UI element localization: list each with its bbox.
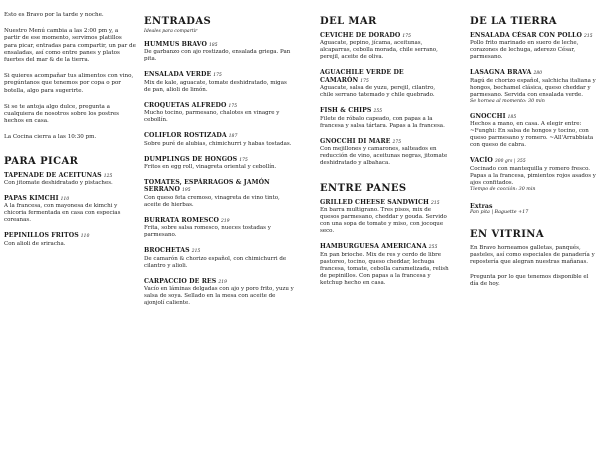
menu-item (144, 132, 294, 147)
item-name: COLIFLOR ROSTIZADA (144, 132, 227, 140)
column-1 (4, 12, 136, 256)
item-name: HAMBURGUESA AMERICANA (320, 243, 427, 251)
item-name: PAPAS KIMCHI (4, 195, 59, 203)
item-desc: Sobre puré de alubias, chimichurri y habas tostadas. (144, 140, 292, 147)
menu-item (320, 138, 450, 167)
column-4 (470, 16, 596, 288)
menu-item (470, 113, 596, 149)
menu-item (320, 199, 450, 235)
menu-item (144, 179, 294, 209)
section-subtitle: Ideales para compartir (144, 29, 198, 34)
item-desc: De garbanzo con ajo rostizado, ensalada griega. Pan pita. (144, 49, 291, 63)
item-desc: Aguacate, salsa de yuzu, perejil, cilantro, chile serrano tatemado y chile quebrado. (320, 85, 436, 99)
menu-item (470, 69, 596, 105)
menu-item (4, 232, 136, 247)
menu-item (144, 247, 294, 269)
section-en-vitrina (470, 229, 596, 288)
item-name: CROQUETAS ALFREDO (144, 101, 227, 109)
item-price: 110 (60, 197, 70, 203)
item-desc: Ragú de chorizo español, salchicha italiana y hongos, bechamel clásica, queso cheddar y parmesano. Servida con ensalada verde. (470, 77, 596, 98)
menu-item (320, 243, 450, 286)
item-desc: Con alioli de sriracha. (4, 240, 66, 247)
vitrina-paragraph: En Bravo horneamos galletas, panqués, pasteles, así como especiales de panadería y repostería que alegran nuestras mañanas. (470, 244, 595, 265)
menu-item (144, 71, 294, 93)
menu-item (320, 107, 450, 129)
section-title: ENTRADAS (144, 16, 212, 27)
item-price: 175 (402, 34, 412, 39)
item-desc: Pollo frito marinado en suero de leche, corazones de lechuga, aderezo César, parmesano. (470, 40, 579, 61)
item-desc: Con jitomate deshidratado y pistaches. (4, 180, 113, 187)
item-price: 185 (507, 115, 517, 121)
menu-item (144, 102, 294, 124)
item-note: Se hornea al momento: 30 min (470, 98, 545, 104)
item-desc: Cocinado con mantequilla y romero fresco. Papas a la francesa, pimientos rojos asados y ajos confitados. (470, 165, 596, 186)
item-desc: En barra multigrano. Tres pisos, mix de quesos parmesano, cheddar y gouda. Servido con una sopa de tomate y miso, con jocoque seco. (320, 207, 447, 235)
item-price: 275 (392, 139, 402, 145)
item-name: TOMATES, ESPÁRRAGOS & JAMÓN SERRANO (144, 179, 270, 194)
intro-text (4, 12, 136, 142)
item-name: CEVICHE DE DORADO (320, 32, 401, 39)
menu-item (4, 195, 136, 224)
item-price: 195 (182, 188, 191, 194)
item-name: FISH & CHIPS (320, 107, 372, 115)
vitrina-paragraph: Pregunta por lo que tenemos disponible el día de hoy. (470, 273, 589, 287)
item-price: 219 (220, 218, 230, 224)
item-name: GRILLED CHEESE SANDWICH (320, 199, 430, 207)
section-title: DEL MAR (320, 16, 377, 27)
item-price: 187 (228, 134, 238, 140)
item-note: Tiempo de cocción: 30 min (470, 186, 536, 192)
column-2 (144, 16, 294, 315)
section-title: EN VITRINA (470, 228, 545, 240)
intro-paragraph: Nuestro Menú cambia a las 2:00 pm y, a partir de ese momento, servimos platillos para picar, entradas para compartir, un par de ensaladas, así como entre panes y platos fuertes del mar & de la tierra. (4, 28, 136, 64)
menu-item (144, 278, 294, 307)
item-name: AGUACHILE VERDE DE CAMARÓN (320, 69, 404, 84)
item-price: 215 (583, 34, 593, 39)
item-name: CARPACCIO DE RES (144, 277, 217, 285)
section-title: DE LA TIERRA (470, 16, 557, 27)
item-desc: Aguacate, pepino, jícama, aceitunas, alcaparras, cebolla morada, chile serrano, perejil, aceite de oliva. (320, 40, 438, 61)
section-title: PARA PICAR (4, 155, 79, 167)
section-para-picar (4, 156, 136, 248)
item-price: 300 grs | 355 (494, 159, 526, 165)
item-name: BROCHETAS (144, 247, 190, 255)
item-price: 255 (373, 109, 383, 115)
menu-item (144, 41, 294, 63)
item-desc: Filete de róbalo capeado, con papas a la francesa y salsa tártara. Papas a la francesa. (320, 115, 445, 129)
item-price: 215 (191, 249, 201, 255)
menu-item (320, 69, 450, 99)
item-price: 175 (228, 103, 238, 109)
item-price: 280 (533, 71, 543, 77)
menu-item (320, 32, 450, 61)
item-price: 175 (213, 73, 222, 79)
item-name: HUMMUS BRAVO (144, 41, 207, 48)
item-name: VACÍO (470, 157, 493, 165)
extras (470, 203, 596, 217)
item-desc: De camarón & chorizo español, con chimichurri de cilantro y alioli. (144, 255, 287, 269)
menu-item (144, 156, 294, 171)
intro-paragraph: Si quieres acompañar tus alimentos con vino, pregúntanos que tenemos por copa o por botella, algo para sugerirte. (4, 73, 134, 94)
item-price: 175 (360, 78, 369, 84)
menu-item (470, 32, 596, 61)
item-price: 219 (218, 279, 228, 285)
item-price: 215 (431, 201, 440, 207)
item-name: BURRATA ROMESCO (144, 216, 219, 224)
item-name: GNOCCHI DI MARE (320, 137, 391, 145)
item-price: 110 (80, 234, 90, 240)
item-desc: Fritos en egg roll, vinagreta oriental y cebollín. (144, 164, 277, 171)
item-desc: Con queso feta cremoso, vinagreta de vino tinto, aceite de hierbas. (144, 194, 280, 208)
item-desc: Con mejillones y camarones, salteados en reducción de vino, aceitunas negras, jitomate deshidratado y albahaca. (320, 146, 448, 167)
item-desc: Mucho tocino, parmesano, chalotes en vinagre y cebollín. (144, 110, 280, 124)
column-3 (320, 16, 450, 295)
item-name: TAPENADE DE ACEITUNAS (4, 171, 102, 179)
item-name: ENSALADA VERDE (144, 71, 212, 79)
extras-note: Pan pita | Baguette +17 (470, 210, 529, 216)
item-price: 125 (103, 173, 113, 179)
menu-item (144, 217, 294, 239)
item-desc: A la francesa, con mayonesa de kimchi y chicoria fermentada en casa con especias coreanas. (4, 203, 121, 224)
intro-paragraph: La Cocina cierra a las 10:30 pm. (4, 134, 97, 141)
section-title: ENTRE PANES (320, 183, 407, 195)
item-price: 175 (239, 157, 248, 163)
item-name: ENSALADA CÉSAR CON POLLO (470, 32, 582, 39)
item-desc: Mix de kale, aguacate, tomate deshidratado, migas de pan, alioli de limón. (144, 79, 287, 93)
menu-item (470, 157, 596, 193)
section-entre-panes (320, 183, 450, 287)
intro-paragraph: Esto es Bravo por la tarde y noche. (4, 12, 104, 18)
item-price: 255 (428, 245, 438, 251)
item-name: LASAGNA BRAVA (470, 69, 532, 77)
item-name: PEPINILLOS FRITOS (4, 232, 79, 240)
item-price: 185 (208, 43, 218, 48)
menu-item (4, 172, 136, 187)
item-desc: En pan brioche. Mix de res y cerdo de libre pastoreo, tocino, queso cheddar, lechuga francesa, tomate, cebolla caramelizada, relish de pepinillos. Con papas a la francesa y ketchup hecho en casa. (320, 251, 449, 286)
item-name: GNOCCHI (470, 113, 506, 121)
item-desc: Frita, sobre salsa romesco, nueces tostadas y parmesano. (144, 225, 271, 239)
extras-title: Extras (470, 203, 493, 211)
item-name: DUMPLINGS DE HONGOS (144, 155, 238, 163)
intro-paragraph: Si se te antoja algo dulce, pregunta a cualquiera de nosotros sobre los postres hechos en casa. (4, 103, 120, 125)
item-desc: Vacío en láminas delgadas con ajo y poro frito, yuzu y salsa de soya. Sellado en la mesa con aceite de ajonjolí caliente. (144, 286, 294, 307)
item-desc: Hechos a mano, en casa. A elegir entre: ~Funghi: En salsa de hongos y tocino, con queso parmesano y romero. ~All'Arrabbiata con queso de cabra. (470, 121, 594, 149)
